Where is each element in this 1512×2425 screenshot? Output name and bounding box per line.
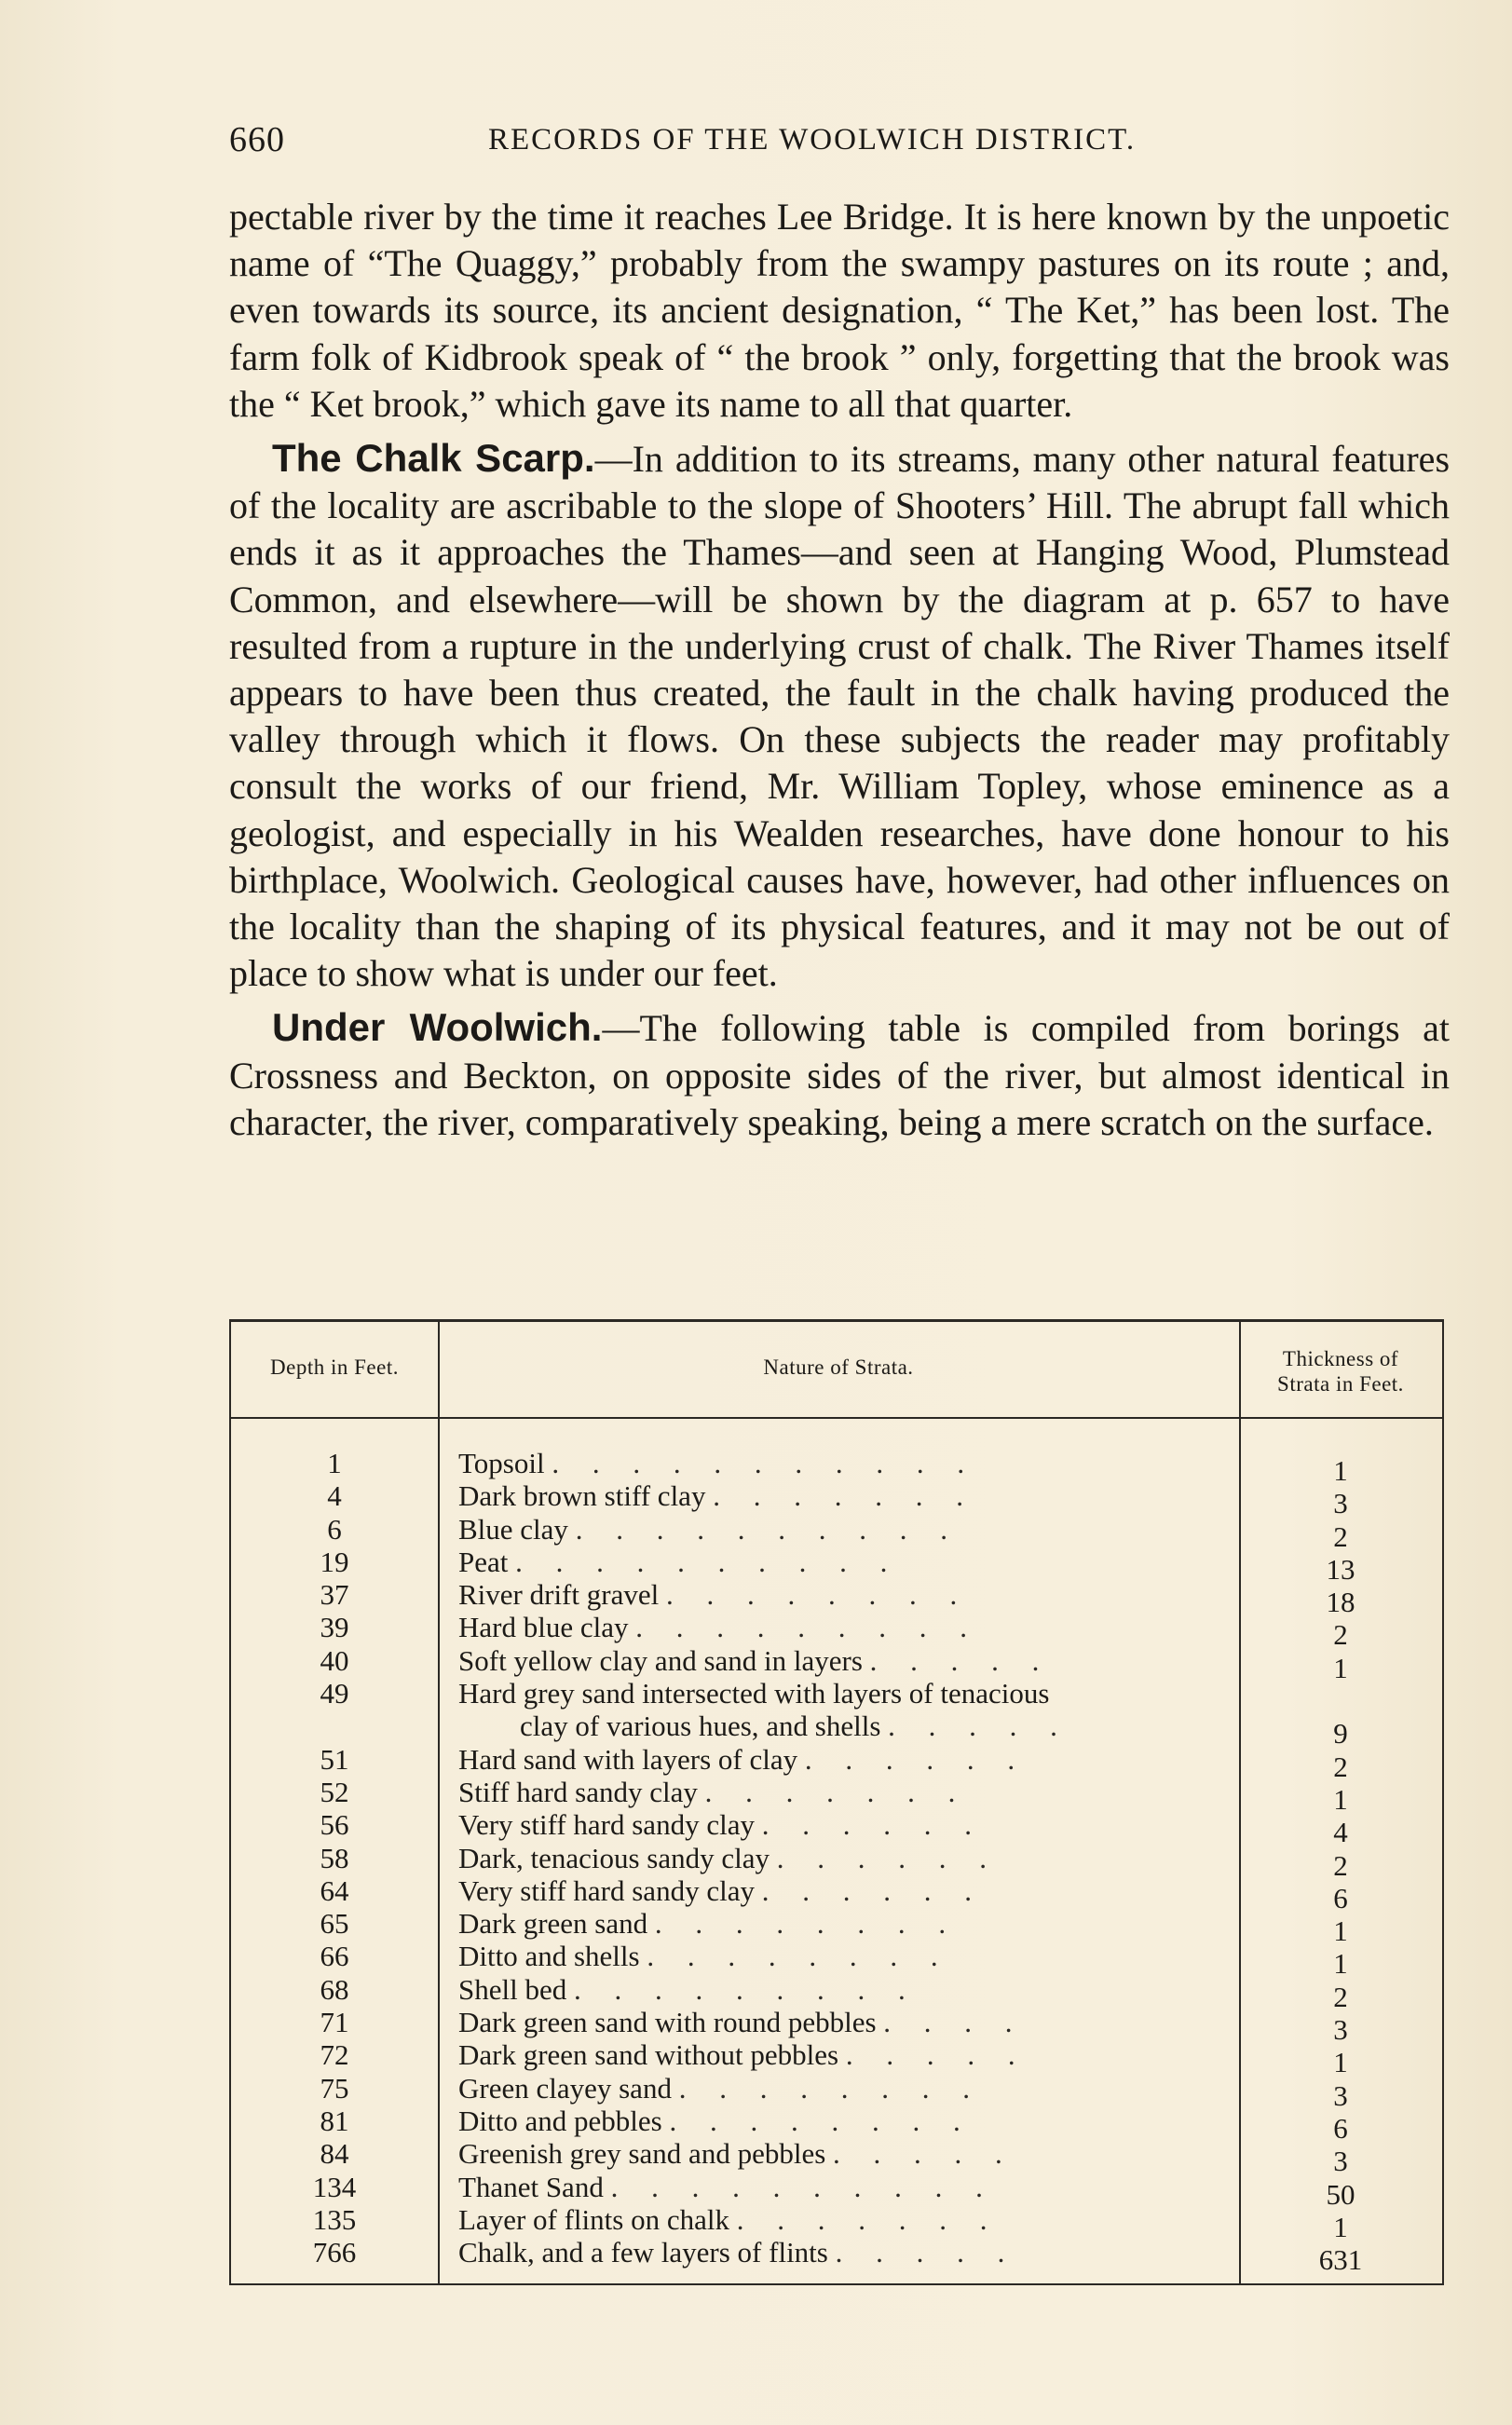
cell-thickness: 631 [1318,2243,1363,2277]
leader-dots: . . . . . . . [713,1479,976,1513]
cell-thickness: 1 [1333,1947,1348,1981]
paragraph-under-woolwich [229,1004,1450,1146]
table-row [231,1578,1442,1619]
leader-dots: . . . . . [833,2137,1015,2171]
page-header [229,119,1189,166]
cell-thickness: 2 [1333,1848,1348,1882]
cell-nature [458,1447,1222,1479]
cell-nature-text: Stiff hard sandy clay [458,1775,698,1808]
cell-nature [458,2236,1222,2268]
cell-thickness: 3 [1333,1487,1348,1520]
cell-nature-text: Soft yellow clay and sand in layers [458,1643,863,1677]
cell-depth: 40 [320,1643,349,1677]
table-row [231,1873,1442,1914]
cell-nature-text: Hard sand with layers of clay [458,1742,798,1776]
cell-thickness: 2 [1333,1750,1348,1783]
cell-depth: 72 [320,2038,349,2072]
cell-nature-text: Ditto and shells [458,1940,640,1973]
cell-nature-text: Topsoil [458,1447,545,1479]
cell-nature [458,2137,1222,2170]
cell-thickness: 1 [1333,1651,1348,1684]
leader-dots: . . . . . . . . . [574,1972,919,2006]
cell-depth: 66 [320,1940,349,1973]
header-thickness-line1: Thickness of [1282,1347,1399,1370]
leader-dots: . . . . . . . . . . . [552,1447,978,1479]
leader-dots: . . . . . . [776,1841,1000,1874]
cell-depth: 6 [327,1512,342,1546]
paragraph-continued: pectable river by the time it reaches Lee Bridge. It is here known by the unpoetic name of “The Quaggy,” probably from the swampy pastures on its route ; and, even towards its source, its ancient designation, “ The Ket,” has been lost. The farm folk of Kidbrook speak of “ the brook ” only, forgetting that the brook was the “ Ket brook,” which gave its name to all that quarter. [229,196,1450,425]
leader-dots: . . . . . [835,2236,1018,2269]
header-depth: Depth in Feet. [270,1356,399,1379]
cell-nature-text: Dark green sand without pebbles [458,2038,839,2072]
cell-nature-continued [458,1710,1222,1742]
cell-depth: 84 [320,2137,349,2171]
strata-table [229,1319,1444,2285]
cell-thickness: 13 [1326,1552,1355,1586]
cell-nature [458,1611,1222,1643]
cell-nature-text: Dark green sand [458,1907,648,1941]
cell-depth: 81 [320,2104,349,2137]
cell-nature [458,1940,1222,1972]
header-nature: Nature of Strata. [763,1356,914,1379]
cell-depth: 71 [320,2006,349,2039]
cell-thickness: 1 [1333,2210,1348,2243]
cell-nature [458,2203,1222,2236]
cell-depth: 134 [312,2170,357,2203]
cell-thickness: 3 [1333,2145,1348,2178]
leader-dots: . . . . . . [804,1742,1028,1776]
cell-depth: 1 [327,1447,342,1479]
cell-nature [458,1776,1222,1808]
cell-nature-text: Hard grey sand intersected with layers of tenacious [458,1677,1050,1710]
cell-depth: 68 [320,1972,349,2006]
cell-thickness: 1 [1333,2046,1348,2079]
cell-nature-text: Hard blue clay [458,1611,629,1644]
leader-dots: . . . . . . . . [654,1907,960,1941]
cell-thickness: 1 [1333,1914,1348,1948]
cell-nature-text: Thanet Sand [458,2170,604,2203]
header-thickness [1239,1346,1442,1396]
table-row [231,1742,1442,1783]
page-number: 660 [229,120,285,159]
cell-depth: 135 [312,2202,357,2236]
cell-nature-text: Peat [458,1545,509,1578]
leader-dots: . . . . . . . [704,1775,969,1808]
section-heading-under-woolwich: Under Woolwich. [272,1005,603,1050]
cell-nature-text: Blue clay [458,1512,568,1546]
leader-dots: . . . . . . [761,1873,985,1907]
cell-depth: 766 [312,2236,357,2269]
cell-nature-text: Green clayey sand [458,2071,672,2105]
cell-depth: 4 [327,1479,342,1513]
cell-nature [458,2171,1222,2203]
cell-depth: 56 [320,1808,349,1842]
body-text [229,194,1450,1153]
leader-dots: . . . . . . . [736,2202,1001,2236]
cell-nature-text: River drift gravel [458,1578,660,1612]
header-divider [231,1417,1442,1419]
cell-nature [458,1546,1222,1578]
cell-nature-continued-text: clay of various hues, and shells [520,1710,881,1743]
table-row [231,1808,1442,1849]
cell-nature [458,1973,1222,2006]
cell-nature-text: Layer of flints on chalk [458,2202,729,2236]
paragraph-chalk-scarp [229,435,1450,997]
table-row [231,1611,1442,1652]
cell-nature-text: Shell bed [458,1972,567,2006]
leader-dots: . . . . . [888,1710,1070,1743]
table-row [231,2202,1442,2243]
cell-nature [458,1874,1222,1907]
table-row [231,1940,1442,1981]
cell-thickness: 3 [1333,2013,1348,2047]
cell-nature [458,1644,1222,1677]
cell-nature [458,1743,1222,1776]
cell-nature-text: Greenish grey sand and pebbles [458,2137,826,2171]
cell-nature-text: Very stiff hard sandy clay [458,1873,755,1907]
cell-thickness: 2 [1333,1519,1348,1553]
leader-dots: . . . . . . . . [669,2104,974,2137]
table-row [231,2071,1442,2112]
cell-depth: 19 [320,1545,349,1578]
cell-nature [458,1907,1222,1940]
cell-depth: 52 [320,1775,349,1808]
cell-nature-text: Ditto and pebbles [458,2104,662,2137]
table-row [231,1972,1442,2013]
table-row [231,2006,1442,2047]
paragraph-chalk-scarp-text: —In addition to its streams, many other natural features of the locality are ascribable to the slope of Shooters’ Hill. The abrupt fall which ends it as it approaches the Thames—and seen at Hanging Wood, Plumstead Common, and elsewhere—will be shown by the diagram at p. 657 to have resulted from a rupture in the underlying crust of chalk. The River Thames itself appears to have been thus created, the fault in the chalk having produced the valley through which it flows. On these subjects the reader may profitably consult the works of our friend, Mr. William Topley, whose eminence as a geologist, and especially in his Wealden researches, have done honour to his birthplace, Woolwich. Geological causes have, however, had other influences on the locality than the shaping of its physical features, and it may not be out of place to show what is under our feet. [229,438,1451,995]
cell-thickness: 4 [1333,1816,1348,1849]
cell-thickness: 1 [1333,1782,1348,1816]
leader-dots: . . . . . . . . . [635,1611,980,1644]
cell-nature [458,1479,1222,1512]
cell-thickness: 6 [1333,2111,1348,2145]
cell-nature [458,1842,1222,1874]
leader-dots: . . . . . . . . . . [575,1512,960,1546]
cell-nature [458,2038,1222,2071]
header-thickness-line2: Strata in Feet. [1277,1372,1404,1396]
table-row [231,2137,1442,2178]
leader-dots: . . . . [883,2006,1026,2039]
cell-thickness: 18 [1326,1586,1355,1619]
cell-nature-text: Dark brown stiff clay [458,1479,706,1513]
table-row [231,2104,1442,2145]
table-row [231,1677,1442,1751]
cell-nature [458,1808,1222,1841]
cell-depth: 64 [320,1873,349,1907]
cell-depth: 39 [320,1611,349,1644]
table-row [231,1841,1442,1882]
cell-nature-text: Chalk, and a few layers of flints [458,2236,828,2269]
cell-nature [458,1677,1222,1742]
table-row [231,1512,1442,1553]
cell-depth: 51 [320,1742,349,1776]
cell-thickness: 1 [1333,1454,1348,1487]
cell-nature-text: Dark, tenacious sandy clay [458,1841,770,1874]
cell-thickness: 2 [1333,1618,1348,1652]
leader-dots: . . . . . . . . . . [515,1545,901,1578]
cell-nature-text: Dark green sand with round pebbles [458,2006,877,2039]
cell-nature [458,2105,1222,2137]
cell-depth: 75 [320,2071,349,2105]
leader-dots: . . . . . . . . [665,1578,971,1612]
leader-dots: . . . . . [869,1643,1053,1677]
running-head: RECORDS OF THE WOOLWICH DISTRICT. [488,123,1137,157]
cell-depth: 37 [320,1578,349,1612]
paragraph-under-woolwich-text: —The following table is compiled from borings at Crossness and Beckton, on opposite sides of the river, but almost identical in character, the river, comparatively speaking, being a mere scratch on the surface. [229,1007,1450,1143]
leader-dots: . . . . . . . . . . [610,2170,996,2203]
cell-depth: 58 [320,1841,349,1874]
cell-nature [458,1578,1222,1611]
leader-dots: . . . . . [845,2038,1028,2072]
table-row [231,1447,1442,1487]
cell-nature-text: Very stiff hard sandy clay [458,1808,755,1842]
cell-thickness: 6 [1333,1881,1348,1914]
table-row [231,2038,1442,2079]
cell-nature [458,2006,1222,2038]
cell-depth: 49 [320,1677,349,1710]
table-row [231,2236,1442,2277]
section-heading-chalk-scarp: The Chalk Scarp. [272,436,595,481]
cell-thickness: 2 [1333,1980,1348,2013]
cell-nature [458,1513,1222,1546]
cell-thickness: 9 [1333,1717,1348,1751]
cell-nature [458,2072,1222,2105]
table-row [231,1643,1442,1684]
cell-depth: 65 [320,1907,349,1941]
table-row [231,1545,1442,1586]
table-row [231,1479,1442,1520]
leader-dots: . . . . . . . . [647,1940,951,1973]
table-row [231,1775,1442,1816]
table-row [231,2170,1442,2211]
leader-dots: . . . . . . . . [678,2071,983,2105]
cell-thickness: 3 [1333,2078,1348,2112]
table-row [231,1907,1442,1948]
cell-thickness: 50 [1326,2177,1355,2211]
table-body [231,1447,1442,2277]
leader-dots: . . . . . . [761,1808,985,1842]
